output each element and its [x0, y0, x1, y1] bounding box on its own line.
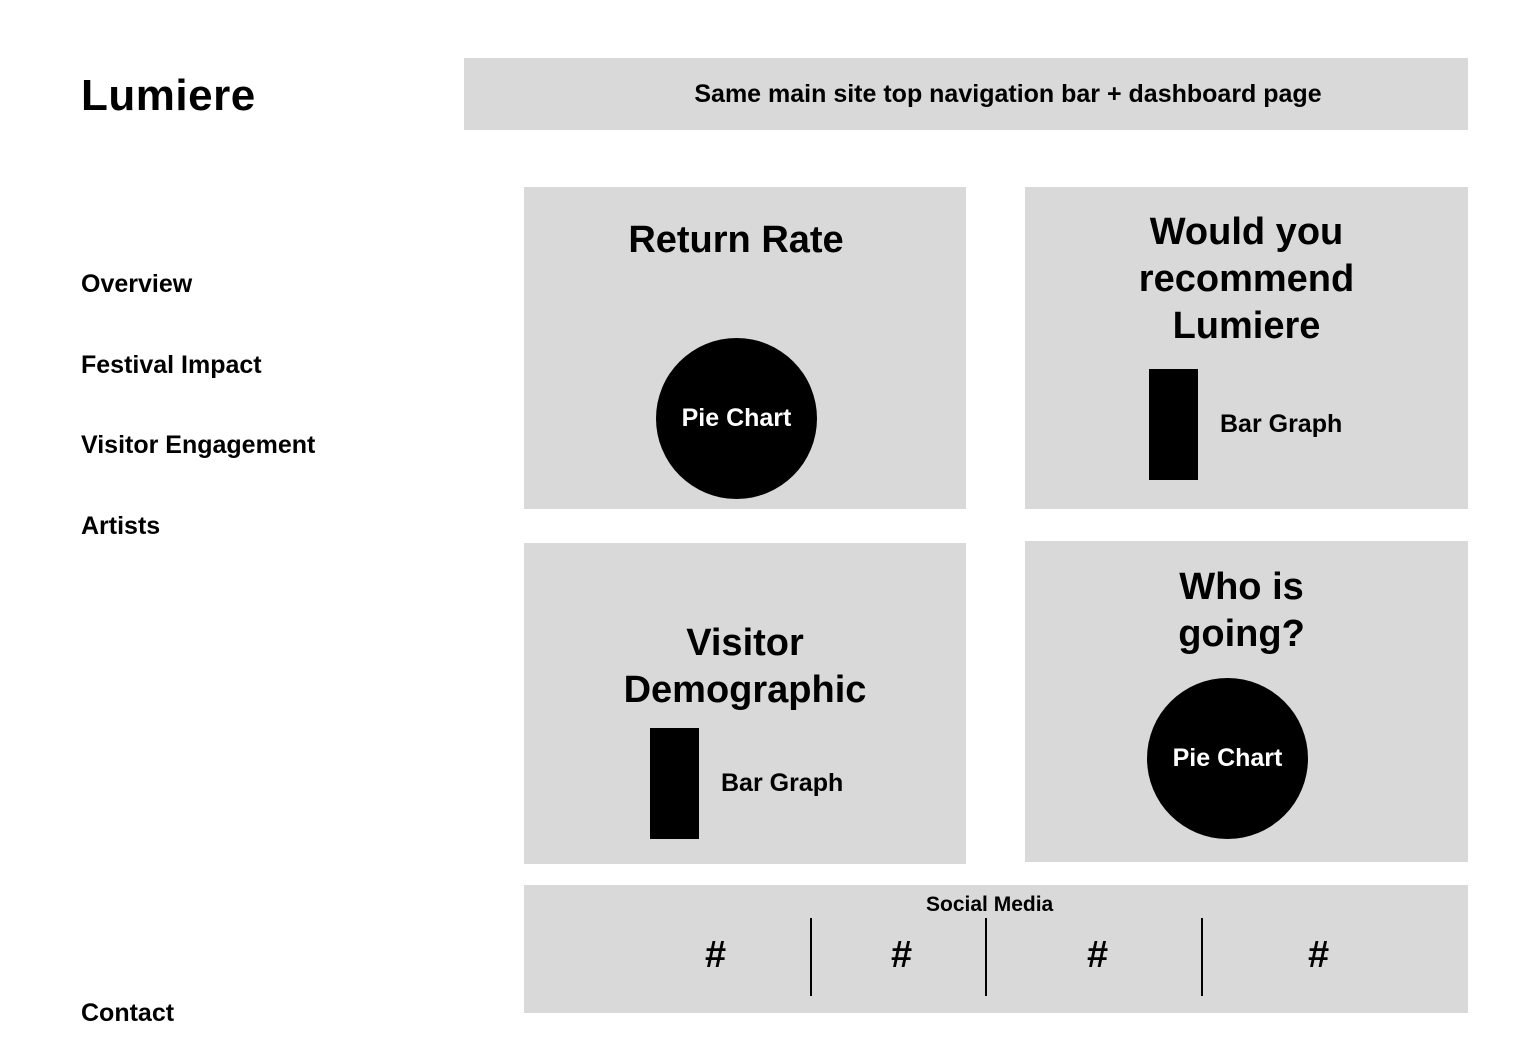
visitor-demographic-title	[524, 620, 966, 714]
recommend-title-line-1: Would you	[1149, 211, 1344, 253]
visitor-demographic-bar-graph	[650, 728, 699, 839]
social-media-link-4[interactable]: #	[1308, 934, 1330, 976]
divider	[810, 918, 812, 996]
return-rate-pie-chart	[656, 338, 817, 499]
social-media-title: Social Media	[926, 893, 1054, 916]
sidebar-item-contact[interactable]: Contact	[81, 999, 175, 1027]
recommend-title	[1025, 209, 1468, 350]
social-media-link-1[interactable]: #	[705, 934, 727, 976]
recommend-card	[1025, 187, 1468, 509]
top-navigation-bar	[464, 58, 1468, 130]
bar-graph-label: Bar Graph	[1220, 410, 1343, 438]
recommend-title-line-3: Lumiere	[1172, 305, 1321, 347]
visitor-demographic-card	[524, 543, 966, 864]
pie-chart-label: Pie Chart	[1172, 744, 1283, 772]
recommend-title-line-2: recommend	[1138, 258, 1355, 300]
visitor-demographic-title-line-1: Visitor	[686, 622, 804, 664]
sidebar-item-overview[interactable]: Overview	[81, 270, 193, 298]
recommend-bar-graph	[1149, 369, 1198, 480]
logo[interactable]: Lumiere	[81, 71, 256, 120]
sidebar-item-visitor-engagement[interactable]: Visitor Engagement	[81, 431, 316, 459]
divider	[1201, 918, 1203, 996]
who-is-going-title-line-1: Who is	[1179, 566, 1304, 608]
social-media-link-3[interactable]: #	[1087, 934, 1109, 976]
return-rate-card	[524, 187, 966, 509]
sidebar-item-artists[interactable]: Artists	[81, 512, 161, 540]
social-media-section	[524, 885, 1468, 1013]
who-is-going-title-line-2: going?	[1178, 613, 1305, 655]
return-rate-title: Return Rate	[628, 219, 844, 261]
who-is-going-card	[1025, 541, 1468, 862]
visitor-demographic-title-line-2: Demographic	[623, 669, 867, 711]
who-is-going-title	[1015, 564, 1468, 658]
bar-graph-label: Bar Graph	[721, 769, 844, 797]
social-media-link-2[interactable]: #	[891, 934, 913, 976]
divider	[985, 918, 987, 996]
pie-chart-label: Pie Chart	[681, 404, 792, 432]
sidebar-item-festival-impact[interactable]: Festival Impact	[81, 351, 262, 379]
top-navigation-label: Same main site top navigation bar + dashboard page	[694, 79, 1322, 108]
who-is-going-pie-chart	[1147, 678, 1308, 839]
